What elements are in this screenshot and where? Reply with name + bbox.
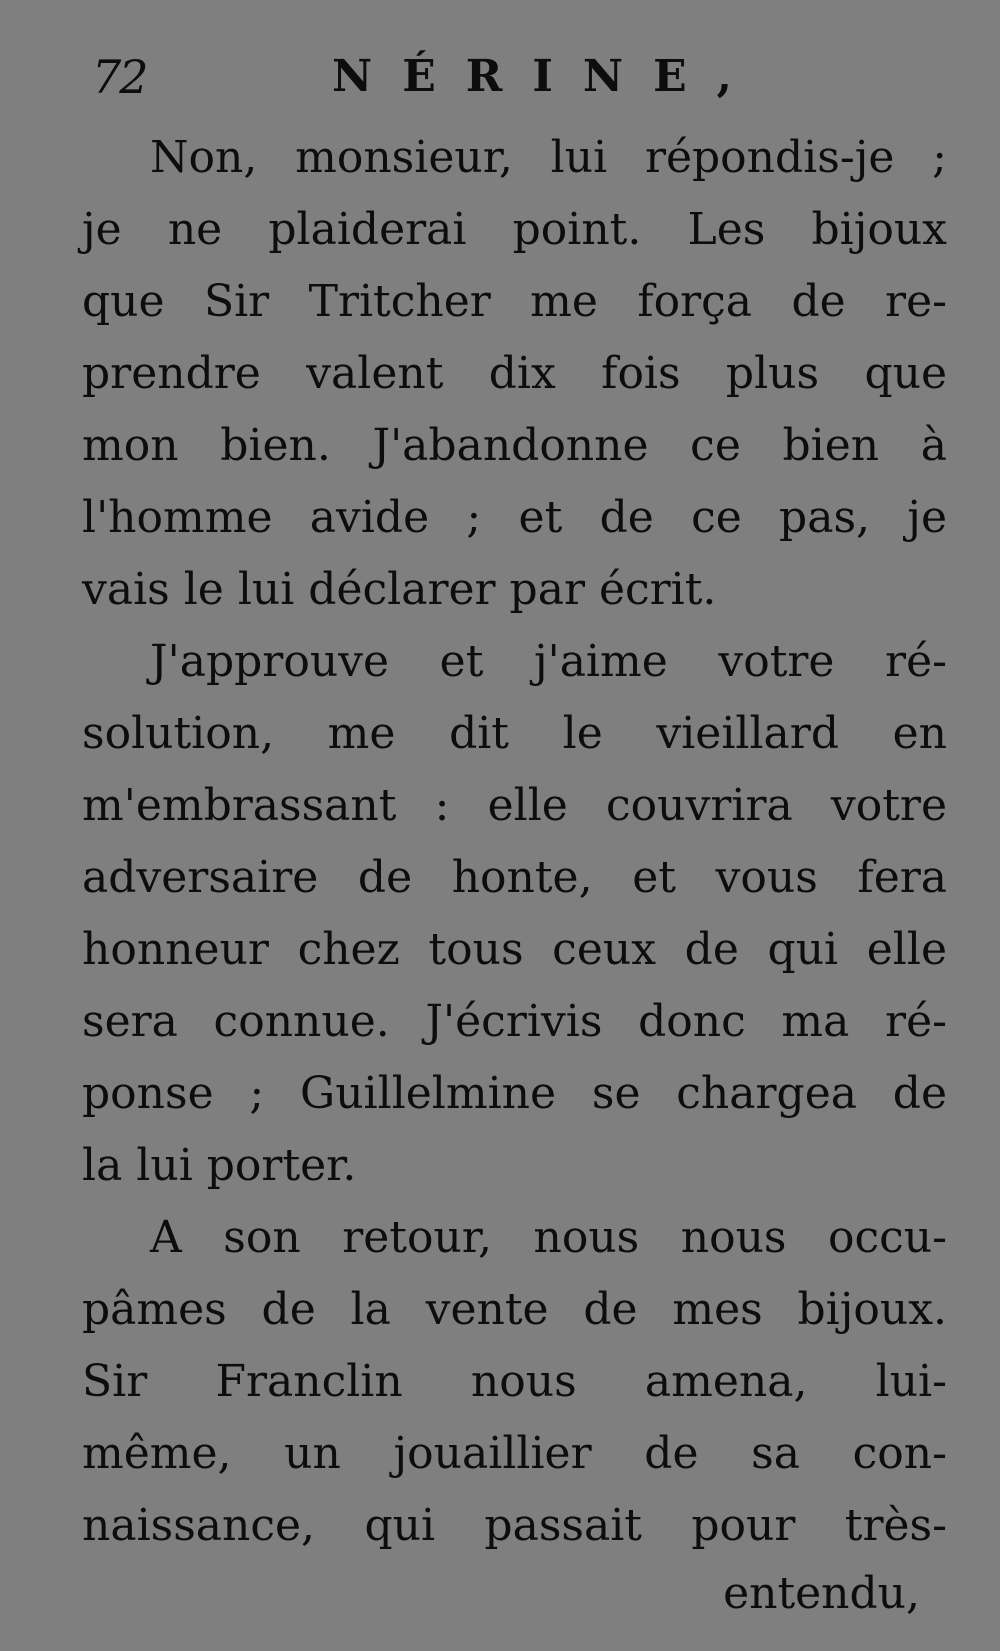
text-line: sera connue. J'écrivis donc ma ré- — [82, 996, 947, 1047]
text-line: que Sir Tritcher me força de re- — [82, 276, 947, 327]
page-number: 72 — [92, 50, 147, 104]
text-line: J'approuve et j'aime votre ré- — [150, 636, 947, 687]
text-line: la lui porter. — [82, 1140, 357, 1191]
text-line: A son retour, nous nous occu- — [150, 1212, 947, 1263]
text-line: prendre valent dix fois plus que — [82, 348, 947, 399]
text-line: l'homme avide ; et de ce pas, je — [82, 492, 947, 543]
text-line: naissance, qui passait pour très- — [82, 1500, 947, 1551]
catchword: entendu, — [723, 1568, 920, 1619]
page-header — [92, 42, 762, 112]
text-line: Non, monsieur, lui répondis-je ; — [150, 132, 947, 183]
text-line: mon bien. J'abandonne ce bien à — [82, 420, 947, 471]
running-title: NÉRINE, — [332, 51, 762, 102]
text-line: adversaire de honte, et vous fera — [82, 852, 947, 903]
text-line: honneur chez tous ceux de qui elle — [82, 924, 947, 975]
text-line: ponse ; Guillelmine se chargea de — [82, 1068, 947, 1119]
text-line: pâmes de la vente de mes bijoux. — [82, 1284, 947, 1335]
text-line: Sir Franclin nous amena, lui- — [82, 1356, 947, 1407]
text-line: m'embrassant : elle couvrira votre — [82, 780, 947, 831]
text-line: solution, me dit le vieillard en — [82, 708, 947, 759]
text-line: vais le lui déclarer par écrit. — [82, 564, 717, 615]
text-line: je ne plaiderai point. Les bijoux — [82, 204, 947, 255]
text-line: même, un jouaillier de sa con- — [82, 1428, 947, 1479]
body-text — [82, 122, 947, 1562]
